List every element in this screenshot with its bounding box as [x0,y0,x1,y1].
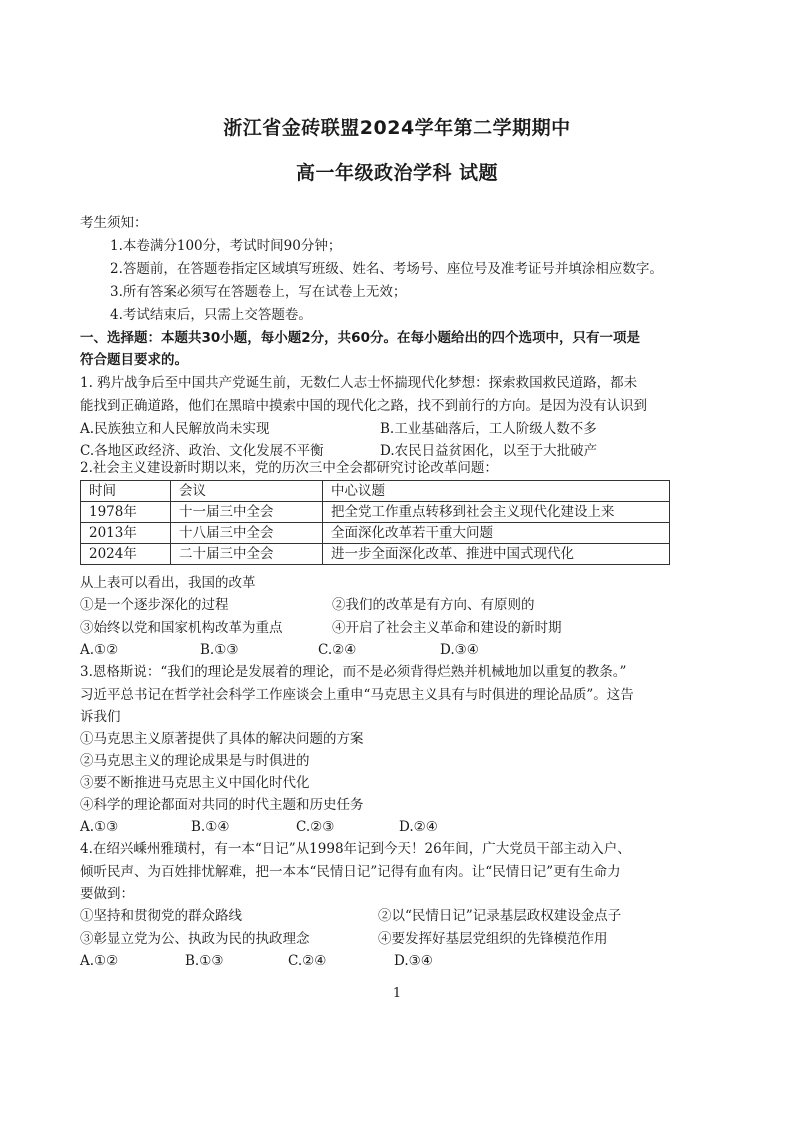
q3-option-c: C.②③ [296,819,335,835]
table-header: 中心议题 [323,481,670,502]
q4-option-d: D.③④ [394,953,433,969]
q2-statement-4: ④开启了社会主义革命和建设的新时期 [332,620,562,636]
q2-option-b: B.①③ [200,642,239,658]
notice-item: 4.考试结束后，只需上交答题卷。 [110,307,312,323]
q3-option-a: A.①③ [80,819,119,835]
section-heading-cont: 符合题目要求的。 [80,352,188,368]
q4-statement-4: ④要发挥好基层党组织的先锋模范作用 [378,931,608,947]
reform-table [80,480,670,565]
q4-option-c: C.②④ [288,953,327,969]
q4-stem-cont: 要做到： [80,886,134,902]
q2-option-d: D.③④ [440,642,479,658]
table-cell: 2013年 [81,523,171,544]
table-cell: 进一步全面深化改革、推进中国式现代化 [323,544,670,565]
table-row [81,523,670,544]
q4-statement-3: ③彰显立党为公、执政为民的执政理念 [80,931,310,947]
q2-stem: 2.社会主义建设新时期以来，党的历次三中全会都研究讨论改革问题： [80,460,498,476]
q3-option-b: B.①④ [191,819,230,835]
q1-option-c: C.各地区政经济、政治、文化发展不平衡 [80,443,324,459]
table-header: 会议 [171,481,323,502]
q1-option-b: B.工业基础落后，工人阶级人数不多 [380,421,597,437]
q1-option-d: D.农民日益贫困化，以至于大批破产 [380,443,598,459]
table-cell: 十八届三中全会 [171,523,323,544]
q3-statement-1: ①马克思主义原著提供了具体的解决问题的方案 [80,731,364,747]
table-header: 时间 [81,481,171,502]
q4-option-b: B.①③ [185,953,224,969]
q4-option-a: A.①② [80,953,119,969]
q3-statement-3: ③要不断推进马克思主义中国化时代化 [80,775,310,791]
q3-statement-2: ②马克思主义的理论成果是与时俱进的 [80,753,310,769]
q2-statement-2: ②我们的改革是有方向、有原则的 [332,597,535,613]
q3-stem-cont: 习近平总书记在哲学社会科学工作座谈会上重申“马克思主义具有与时俱进的理论品质”。这告 [80,687,634,703]
exam-title: 浙江省金砖联盟2024学年第二学期期中 [223,117,571,139]
q3-stem-cont: 诉我们 [80,709,121,725]
q3-statement-4: ④科学的理论都面对共同的时代主题和历史任务 [80,797,364,813]
q2-option-a: A.①② [80,642,119,658]
q3-stem: 3.恩格斯说：“我们的理论是发展着的理论，而不是必须背得烂熟并机械地加以重复的教条。” [80,664,627,680]
table-cell: 1978年 [81,502,171,523]
notice-item: 1.本卷满分100分，考试时间90分钟； [110,238,342,254]
q1-stem: 1. 鸦片战争后至中国共产党诞生前，无数仁人志士怀揣现代化梦想：探索救国救民道路，都未 [80,375,638,391]
notice-item: 2.答题前，在答题卷指定区域填写班级、姓名、考场号、座位号及准考证号并填涂相应数字。 [110,261,663,277]
exam-subtitle: 高一年级政治学科 试题 [295,162,499,184]
table-row [81,544,670,565]
notice-heading: 考生须知： [80,215,148,231]
q1-option-a: A.民族独立和人民解放尚未实现 [80,421,270,437]
q2-option-c: C.②④ [318,642,357,658]
q1-stem-cont: 能找到正确道路，他们在黑暗中摸索中国的现代化之路，找不到前行的方向。是因为没有认识到 [80,398,647,414]
table-row [81,502,670,523]
q2-statement-3: ③始终以党和国家机构改革为重点 [80,620,283,636]
table-cell: 全面深化改革若干重大问题 [323,523,670,544]
q3-option-d: D.②④ [399,819,438,835]
q4-stem: 4.在绍兴嵊州雅璜村，有一本“日记”从1998年记到今天！26年间，广大党员干部主动入户、 [80,841,631,857]
q4-statement-2: ②以“民情日记”记录基层政权建设金点子 [378,908,622,924]
section-heading: 一、选择题：本题共30小题，每小题2分，共60分。在每小题给出的四个选项中，只有一项是 [80,330,640,346]
q4-stem-cont: 倾听民声、为百姓排忧解难，把一本本“民情日记”记得有血有肉。让“民情日记”更有生命力 [80,864,621,880]
page-number: 1 [392,986,402,1001]
table-header-row [81,481,670,502]
table-cell: 二十届三中全会 [171,544,323,565]
q2-statement-1: ①是一个逐步深化的过程 [80,597,229,613]
q2-lead: 从上表可以看出，我国的改革 [80,575,256,591]
table-cell: 十一届三中全会 [171,502,323,523]
notice-item: 3.所有答案必须写在答题卷上，写在试卷上无效； [110,284,407,300]
table-cell: 把全党工作重点转移到社会主义现代化建设上来 [323,502,670,523]
q4-statement-1: ①坚持和贯彻党的群众路线 [80,908,242,924]
table-cell: 2024年 [81,544,171,565]
